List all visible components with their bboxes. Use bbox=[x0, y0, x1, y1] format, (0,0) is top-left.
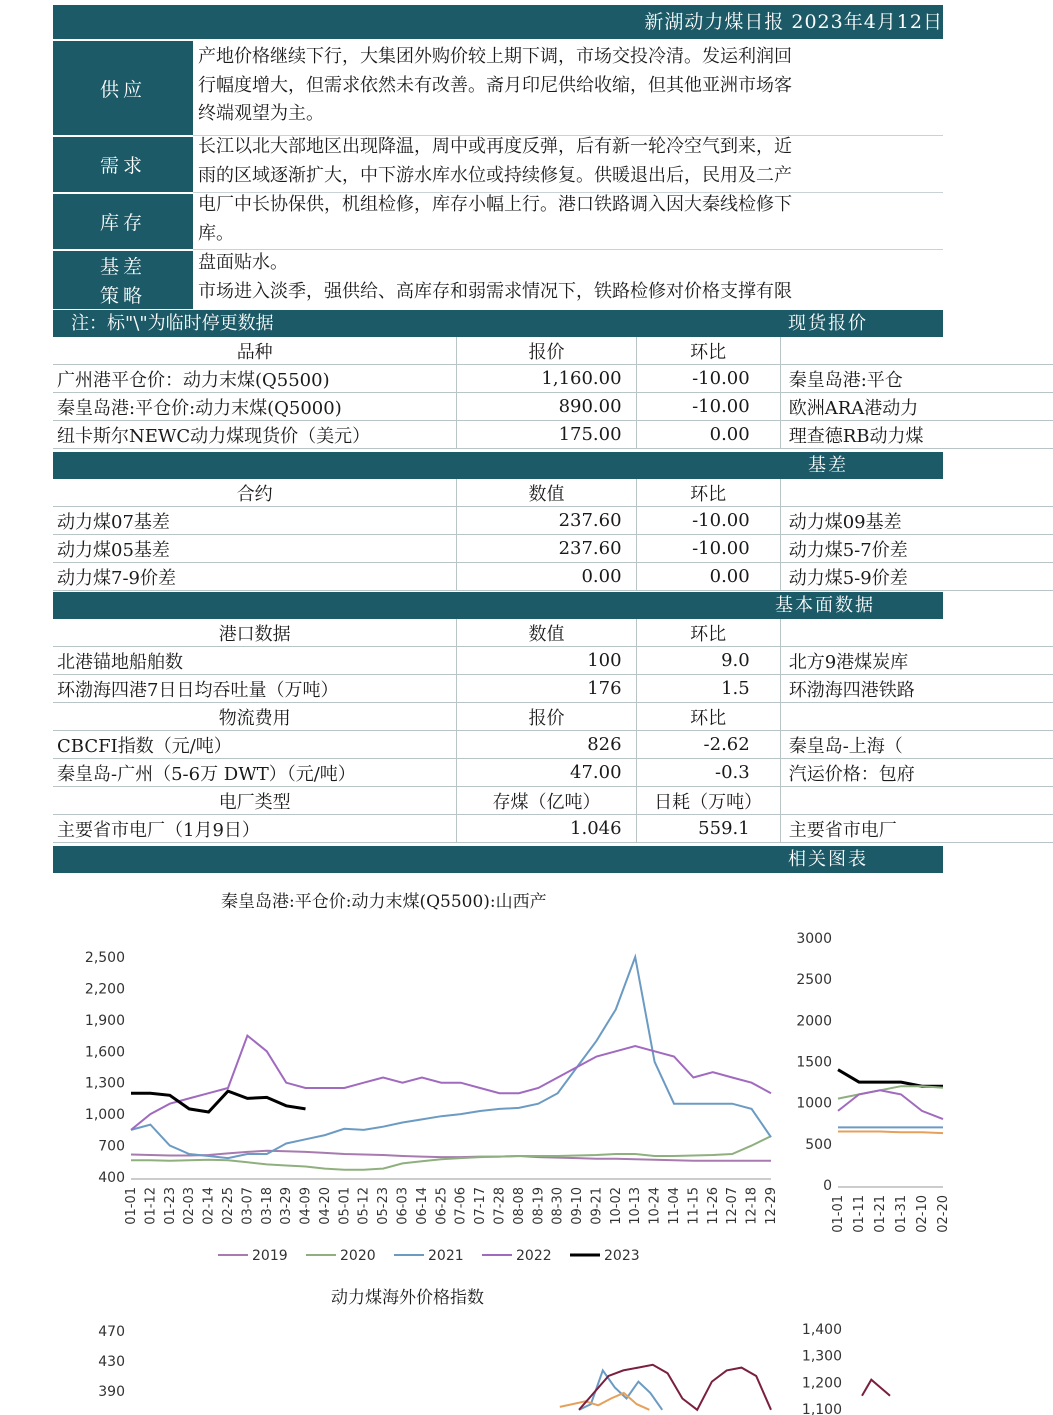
strategy-text: 市场进入淡季，强供给、高库存和弱需求情况下，铁路检修对价格支撑有限 bbox=[198, 281, 792, 302]
x-tick-label: 03-18 bbox=[259, 1187, 275, 1225]
table-header-row bbox=[53, 787, 1053, 815]
table-cell: 0.00 bbox=[457, 563, 636, 591]
x-tick-label: 01-11 bbox=[852, 1195, 867, 1233]
x-tick-label: 11-26 bbox=[705, 1187, 721, 1225]
table-cell: 北港锚地船舶数 bbox=[53, 647, 457, 675]
table-cell: 秦皇岛港:平仓价:动力末煤(Q5000) bbox=[53, 393, 457, 421]
table-cell: 理查德RB动力煤 bbox=[780, 421, 1053, 449]
inventory-text bbox=[195, 191, 958, 248]
table-cell: 1.5 bbox=[636, 675, 780, 703]
y-tick-label: 1,400 bbox=[801, 1322, 842, 1338]
x-tick-label: 07-28 bbox=[492, 1187, 508, 1225]
series-line bbox=[838, 1132, 943, 1134]
table-row bbox=[53, 815, 1053, 843]
table-cell: 纽卡斯尔NEWC动力煤现货价（美元） bbox=[53, 421, 457, 449]
x-tick-label: 08-08 bbox=[511, 1187, 527, 1225]
demand-text bbox=[195, 133, 958, 190]
y-tick-label: 1,900 bbox=[84, 1012, 125, 1029]
table-cell: 主要省市电厂 bbox=[780, 815, 1053, 843]
x-tick-label: 07-06 bbox=[453, 1187, 469, 1225]
overseas-index-chart bbox=[53, 1305, 783, 1415]
table-cell: 9.0 bbox=[636, 647, 780, 675]
table-header-row bbox=[53, 619, 1053, 647]
x-tick-label: 01-01 bbox=[124, 1187, 139, 1225]
x-tick-label: 01-21 bbox=[873, 1195, 888, 1233]
table-cell: 广州港平仓价：动力末煤(Q5500) bbox=[53, 365, 457, 393]
table-row bbox=[53, 759, 1053, 787]
x-tick-label: 02-25 bbox=[220, 1187, 236, 1225]
table-row bbox=[53, 563, 1053, 591]
series-line bbox=[862, 1380, 890, 1396]
report-title: 新湖动力煤日报 2023年4月12日 bbox=[53, 5, 943, 39]
x-tick-label: 12-18 bbox=[744, 1187, 760, 1225]
x-tick-label: 04-09 bbox=[298, 1187, 314, 1225]
table-cell: 环渤海四港铁路 bbox=[780, 675, 1053, 703]
table-cell: CBCFI指数（元/吨） bbox=[53, 731, 457, 759]
table-cell: 1.046 bbox=[457, 815, 636, 843]
table-cell: -10.00 bbox=[636, 365, 780, 393]
x-tick-label: 11-04 bbox=[667, 1187, 683, 1225]
strategy-label: 策略 bbox=[53, 279, 193, 309]
table-row bbox=[53, 421, 1053, 449]
supply-line: 行幅度增大，但需求依然未有改善。斋月印尼供给收缩，但其他亚洲市场客 bbox=[198, 74, 792, 96]
spot-section-bar bbox=[53, 310, 943, 337]
y-tick-label: 2,500 bbox=[84, 950, 125, 966]
x-tick-label: 01-31 bbox=[894, 1195, 909, 1233]
fundamentals-table bbox=[53, 619, 1053, 843]
header-cell: 合约 bbox=[53, 479, 457, 507]
header-cell: 电厂类型 bbox=[53, 787, 457, 815]
table-row bbox=[53, 365, 1053, 393]
table-cell: 826 bbox=[457, 731, 636, 759]
spot-table bbox=[53, 337, 1053, 449]
table-cell: 237.60 bbox=[457, 535, 636, 563]
y-tick-label: 2000 bbox=[796, 1013, 832, 1030]
table-cell: 秦皇岛-广州（5-6万 DWT）（元/吨） bbox=[53, 759, 457, 787]
legend-label: 2020 bbox=[340, 1248, 376, 1264]
table-header-row bbox=[53, 479, 1053, 507]
supply-line: 产地价格继续下行，大集团外购价较上期下调，市场交投冷清。发运利润回 bbox=[198, 46, 792, 67]
table-cell: 100 bbox=[457, 647, 636, 675]
inventory-label: 库存 bbox=[53, 194, 193, 249]
y-tick-label: 470 bbox=[98, 1324, 125, 1340]
x-tick-label: 09-21 bbox=[589, 1187, 605, 1225]
table-cell: -2.62 bbox=[636, 731, 780, 759]
x-tick-label: 10-02 bbox=[608, 1187, 624, 1225]
charts-section-bar bbox=[53, 846, 943, 873]
demand-line: 长江以北大部地区出现降温，周中或再度反弹，后有新一轮冷空气到来，近 bbox=[198, 136, 792, 157]
table-cell: 0.00 bbox=[636, 563, 780, 591]
y-tick-label: 1,300 bbox=[84, 1075, 125, 1092]
table-cell: 237.60 bbox=[457, 507, 636, 535]
table-cell: 动力煤5-9价差 bbox=[780, 563, 1053, 591]
x-tick-label: 10-24 bbox=[647, 1187, 663, 1225]
fundamentals-section-bar bbox=[53, 592, 943, 619]
basis-label: 基差 bbox=[53, 251, 193, 279]
spot-section-title: 现货报价 bbox=[788, 313, 868, 334]
y-tick-label: 430 bbox=[98, 1354, 125, 1370]
x-tick-label: 02-03 bbox=[182, 1187, 198, 1225]
header-cell: 环比 bbox=[636, 337, 780, 365]
table-row bbox=[53, 647, 1053, 675]
x-tick-label: 02-20 bbox=[936, 1195, 951, 1233]
header-cell: 物流费用 bbox=[53, 703, 457, 731]
y-tick-label: 1,200 bbox=[801, 1375, 842, 1392]
series-line bbox=[560, 1393, 650, 1410]
note-text: 注：标"\"为临时停更数据 bbox=[71, 313, 274, 334]
y-tick-label: 1,000 bbox=[84, 1107, 125, 1124]
demand-label: 需求 bbox=[53, 137, 193, 192]
supply-line: 终端观望为主。 bbox=[198, 103, 324, 124]
x-tick-label: 08-19 bbox=[531, 1187, 547, 1225]
table-header-row bbox=[53, 337, 1053, 365]
table-cell: 1,160.00 bbox=[457, 365, 636, 393]
table-cell: 0.00 bbox=[636, 421, 780, 449]
price-history-chart bbox=[53, 910, 783, 1270]
header-cell: 环比 bbox=[636, 479, 780, 507]
header-cell: 数值 bbox=[457, 479, 636, 507]
header-cell bbox=[780, 703, 1053, 731]
x-tick-label: 07-17 bbox=[473, 1187, 489, 1225]
table-row bbox=[53, 393, 1053, 421]
legend-label: 2021 bbox=[428, 1248, 464, 1264]
y-tick-label: 1,300 bbox=[801, 1348, 842, 1365]
x-tick-label: 06-14 bbox=[414, 1187, 430, 1225]
series-line bbox=[131, 1091, 306, 1112]
supply-label: 供应 bbox=[53, 41, 193, 135]
basis-table bbox=[53, 479, 1053, 591]
legend-label: 2022 bbox=[516, 1248, 552, 1264]
table-cell: 汽运价格：包府 bbox=[780, 759, 1053, 787]
x-tick-label: 12-07 bbox=[725, 1187, 741, 1225]
table-cell: 890.00 bbox=[457, 393, 636, 421]
x-tick-label: 09-10 bbox=[570, 1187, 586, 1225]
table-cell: 559.1 bbox=[636, 815, 780, 843]
table-cell: 主要省市电厂（1月9日） bbox=[53, 815, 457, 843]
basis-section-title: 基差 bbox=[808, 455, 848, 476]
x-tick-label: 06-03 bbox=[395, 1187, 411, 1225]
chart-title: 动力煤海外价格指数 bbox=[331, 1288, 484, 1308]
y-tick-label: 0 bbox=[823, 1178, 832, 1194]
x-tick-label: 03-29 bbox=[279, 1187, 295, 1225]
y-tick-label: 1,600 bbox=[84, 1044, 125, 1061]
table-cell: 秦皇岛港:平仓 bbox=[780, 365, 1053, 393]
table-cell: 环渤海四港7日日均吞吐量（万吨） bbox=[53, 675, 457, 703]
header-cell: 日耗（万吨） bbox=[636, 787, 780, 815]
table-cell: -10.00 bbox=[636, 507, 780, 535]
table-cell: -10.00 bbox=[636, 535, 780, 563]
y-tick-label: 1,100 bbox=[801, 1402, 842, 1415]
table-row bbox=[53, 675, 1053, 703]
y-tick-label: 1500 bbox=[796, 1054, 832, 1071]
table-cell: 动力煤05基差 bbox=[53, 535, 457, 563]
x-tick-label: 11-15 bbox=[686, 1187, 702, 1225]
x-tick-label: 02-10 bbox=[915, 1195, 930, 1233]
y-tick-label: 390 bbox=[98, 1384, 125, 1400]
table-cell: -0.3 bbox=[636, 759, 780, 787]
table-cell: 动力煤09基差 bbox=[780, 507, 1053, 535]
header-cell: 环比 bbox=[636, 703, 780, 731]
report-sheet bbox=[53, 5, 951, 1415]
x-tick-label: 06-25 bbox=[434, 1187, 450, 1225]
y-tick-label: 3000 bbox=[796, 931, 832, 947]
x-tick-label: 10-13 bbox=[628, 1187, 644, 1225]
header-cell: 报价 bbox=[457, 337, 636, 365]
table-cell: 175.00 bbox=[457, 421, 636, 449]
header-cell: 品种 bbox=[53, 337, 457, 365]
table-cell: 秦皇岛-上海（ bbox=[780, 731, 1053, 759]
x-tick-label: 02-14 bbox=[201, 1187, 217, 1225]
legend-label: 2019 bbox=[252, 1248, 288, 1264]
x-tick-label: 04-20 bbox=[317, 1187, 333, 1225]
table-cell: 176 bbox=[457, 675, 636, 703]
demand-line: 雨的区域逐渐扩大，中下游水库水位或持续修复。供暖退出后，民用及二产 bbox=[198, 164, 792, 186]
x-tick-label: 01-01 bbox=[831, 1195, 846, 1233]
header-cell bbox=[780, 337, 1053, 365]
x-tick-label: 05-12 bbox=[356, 1187, 372, 1225]
x-tick-label: 05-23 bbox=[376, 1187, 392, 1225]
y-tick-label: 2500 bbox=[796, 972, 832, 989]
supply-text bbox=[195, 43, 958, 129]
table-cell: 北方9港煤炭库 bbox=[780, 647, 1053, 675]
secondary-price-chart bbox=[793, 920, 951, 1240]
x-tick-label: 01-23 bbox=[162, 1187, 178, 1225]
x-tick-label: 08-30 bbox=[550, 1187, 566, 1225]
header-cell: 数值 bbox=[457, 619, 636, 647]
header-cell bbox=[780, 619, 1053, 647]
x-tick-label: 05-01 bbox=[337, 1187, 353, 1225]
legend-label: 2023 bbox=[604, 1248, 640, 1264]
y-tick-label: 700 bbox=[98, 1138, 125, 1155]
header-cell: 环比 bbox=[636, 619, 780, 647]
x-tick-label: 03-07 bbox=[240, 1187, 256, 1225]
table-cell: 欧洲ARA港动力 bbox=[780, 393, 1053, 421]
inventory-line: 库。 bbox=[198, 222, 234, 244]
header-cell: 报价 bbox=[457, 703, 636, 731]
table-header-row bbox=[53, 703, 1053, 731]
basis-section-bar bbox=[53, 452, 943, 479]
table-cell: 动力煤7-9价差 bbox=[53, 563, 457, 591]
chart-title: 秦皇岛港:平仓价:动力末煤(Q5500):山西产 bbox=[221, 892, 547, 912]
table-cell: 动力煤07基差 bbox=[53, 507, 457, 535]
series-line bbox=[838, 1070, 943, 1087]
x-tick-label: 01-12 bbox=[143, 1187, 159, 1225]
table-cell: 47.00 bbox=[457, 759, 636, 787]
charts-section-title: 相关图表 bbox=[788, 849, 868, 870]
table-row bbox=[53, 507, 1053, 535]
table-row bbox=[53, 731, 1053, 759]
overseas-secondary-chart bbox=[793, 1305, 943, 1415]
basis-text: 盘面贴水。 bbox=[198, 252, 288, 273]
table-row bbox=[53, 535, 1053, 563]
y-tick-label: 2,200 bbox=[84, 981, 125, 998]
header-cell: 存煤（亿吨） bbox=[457, 787, 636, 815]
x-tick-label: 12-29 bbox=[764, 1187, 779, 1225]
table-cell: -10.00 bbox=[636, 393, 780, 421]
series-line bbox=[579, 1365, 771, 1410]
fundamentals-section-title: 基本面数据 bbox=[775, 595, 875, 616]
inventory-line: 电厂中长协保供，机组检修，库存小幅上行。港口铁路调入因大秦线检修下 bbox=[198, 194, 792, 215]
y-tick-label: 1000 bbox=[796, 1095, 832, 1112]
header-cell bbox=[780, 787, 1053, 815]
y-tick-label: 400 bbox=[98, 1170, 125, 1186]
table-cell: 动力煤5-7价差 bbox=[780, 535, 1053, 563]
header-cell bbox=[780, 479, 1053, 507]
y-tick-label: 500 bbox=[805, 1136, 832, 1153]
header-cell: 港口数据 bbox=[53, 619, 457, 647]
